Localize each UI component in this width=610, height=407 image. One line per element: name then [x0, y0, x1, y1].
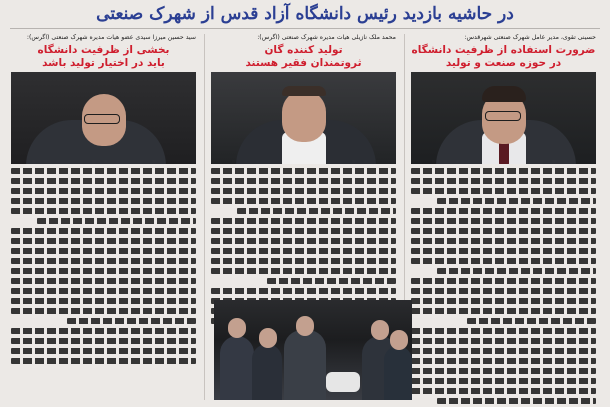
group-person-3-head [296, 316, 314, 336]
column-3 [11, 34, 196, 400]
headline-rule [10, 28, 600, 29]
column-3-portrait [11, 72, 196, 164]
group-photo [214, 300, 412, 400]
column-3-title [11, 44, 196, 70]
group-person-5 [384, 346, 412, 400]
group-person-3 [284, 330, 326, 400]
group-person-5-head [390, 330, 408, 350]
portrait-hair [282, 86, 326, 96]
column-2-title-line-2: ثروتمندان فقیر هستند [245, 57, 362, 69]
column-1-title-line-1: ضرورت استفاده از ظرفیت دانشگاه [411, 44, 596, 56]
column-2-byline: محمد ملک نازیلی هیات مدیره شهرک صنعتی (اگرس): [257, 34, 396, 41]
group-person-2-head [259, 328, 277, 348]
column-2-title [211, 44, 396, 70]
column-3-title-line-1: بخشی از ظرفیت دانشگاه [37, 44, 170, 56]
column-3-byline: سید حسین میرزا سیدی عضو هیات مدیره شهرک صنعتی (اگرس): [26, 34, 196, 41]
group-person-4-head [371, 320, 389, 340]
column-3-title-line-2: باید در اختیار تولید باشد [42, 57, 165, 69]
column-1-body [411, 168, 596, 404]
column-1-byline: حسینی تقوی، مدیر عامل شهرک صنعتی شهرقدس: [464, 34, 596, 41]
group-person-2 [252, 344, 282, 400]
group-person-1-head [228, 318, 246, 338]
column-1-portrait [411, 72, 596, 164]
column-2-portrait [211, 72, 396, 164]
column-2-title-line-1: تولید کننده گان [264, 44, 343, 56]
portrait-face [282, 90, 326, 142]
portrait-hair [482, 86, 526, 102]
column-divider-2 [204, 34, 205, 400]
group-object-white [326, 372, 360, 392]
column-1 [411, 34, 596, 400]
portrait-glasses [485, 111, 521, 121]
column-1-text-lines [411, 168, 596, 404]
headline: در حاشیه بازدید رئیس دانشگاه آزاد قدس از شهرک صنعتی [96, 4, 514, 24]
column-3-body [11, 168, 196, 364]
portrait-glasses [84, 114, 120, 124]
column-1-title-line-2: در حوزه صنعت و تولید [445, 57, 562, 69]
column-1-title [411, 44, 596, 70]
column-3-text-lines [11, 168, 196, 364]
group-person-1 [220, 336, 254, 400]
